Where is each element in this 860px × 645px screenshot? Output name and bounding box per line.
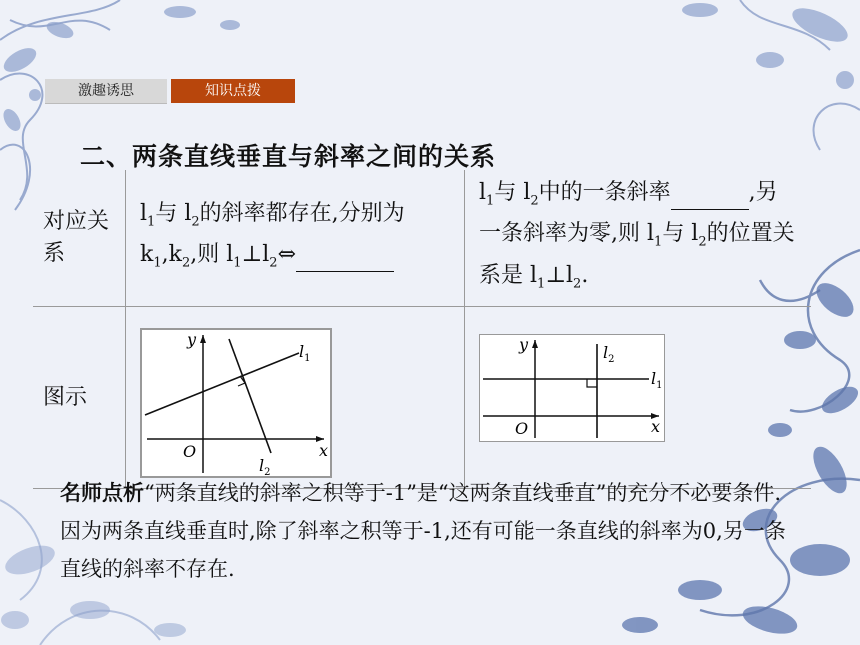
note-text: “两条直线的斜率之积等于-1”是“这两条直线垂直”的充分不必要条件.因为两条直线垂直时,除了斜率之积等于-1,还有可能一条直线的斜率为0,另一条直线的斜率不存在. (60, 481, 786, 581)
label-origin: O (183, 441, 197, 461)
note-label: 名师点析 (60, 481, 144, 505)
label-y: y (187, 329, 197, 349)
answer-blank-1[interactable] (296, 238, 394, 272)
answer-blank-2[interactable] (671, 176, 749, 210)
row-label-correspondence: 对应关系 (33, 170, 126, 307)
tab-jiqu-yousi[interactable]: 激趣诱思 (45, 79, 167, 104)
row-label-diagram: 图示 (33, 307, 126, 489)
section-heading: 二、两条直线垂直与斜率之间的关系 (80, 142, 497, 171)
label-l2: $l_2$ (259, 455, 271, 478)
graph-right-perpendicular (479, 334, 665, 442)
label-l1: $l_1$ (651, 368, 663, 391)
relation-table (33, 170, 811, 489)
cell-one-slope-zero: $l_1$与 $l_2$中的一条斜率 ,另一条斜率为零,则 $l_1$与 $l_2$的位置关系是 $l_1\perp l_2$. (465, 170, 812, 307)
label-x: x (319, 440, 329, 460)
label-l1: $l_1$ (299, 341, 311, 364)
label-y: y (519, 334, 529, 354)
tab-bar (45, 79, 295, 103)
label-l2: $l_2$ (603, 342, 615, 365)
label-x: x (651, 416, 661, 436)
cell-graph-right (465, 307, 812, 489)
cell-both-slopes-exist: $l_1$与 $l_2$的斜率都存在,分别为 $k_1,k_2$,则 $l_1\perp l_2\Leftrightarrow$ (126, 170, 465, 307)
teacher-note (60, 474, 800, 588)
cell-graph-left (126, 307, 465, 489)
label-origin: O (515, 418, 529, 438)
graph-left-perpendicular (140, 328, 332, 478)
tab-zhishi-dianbo[interactable]: 知识点拨 (171, 79, 295, 103)
